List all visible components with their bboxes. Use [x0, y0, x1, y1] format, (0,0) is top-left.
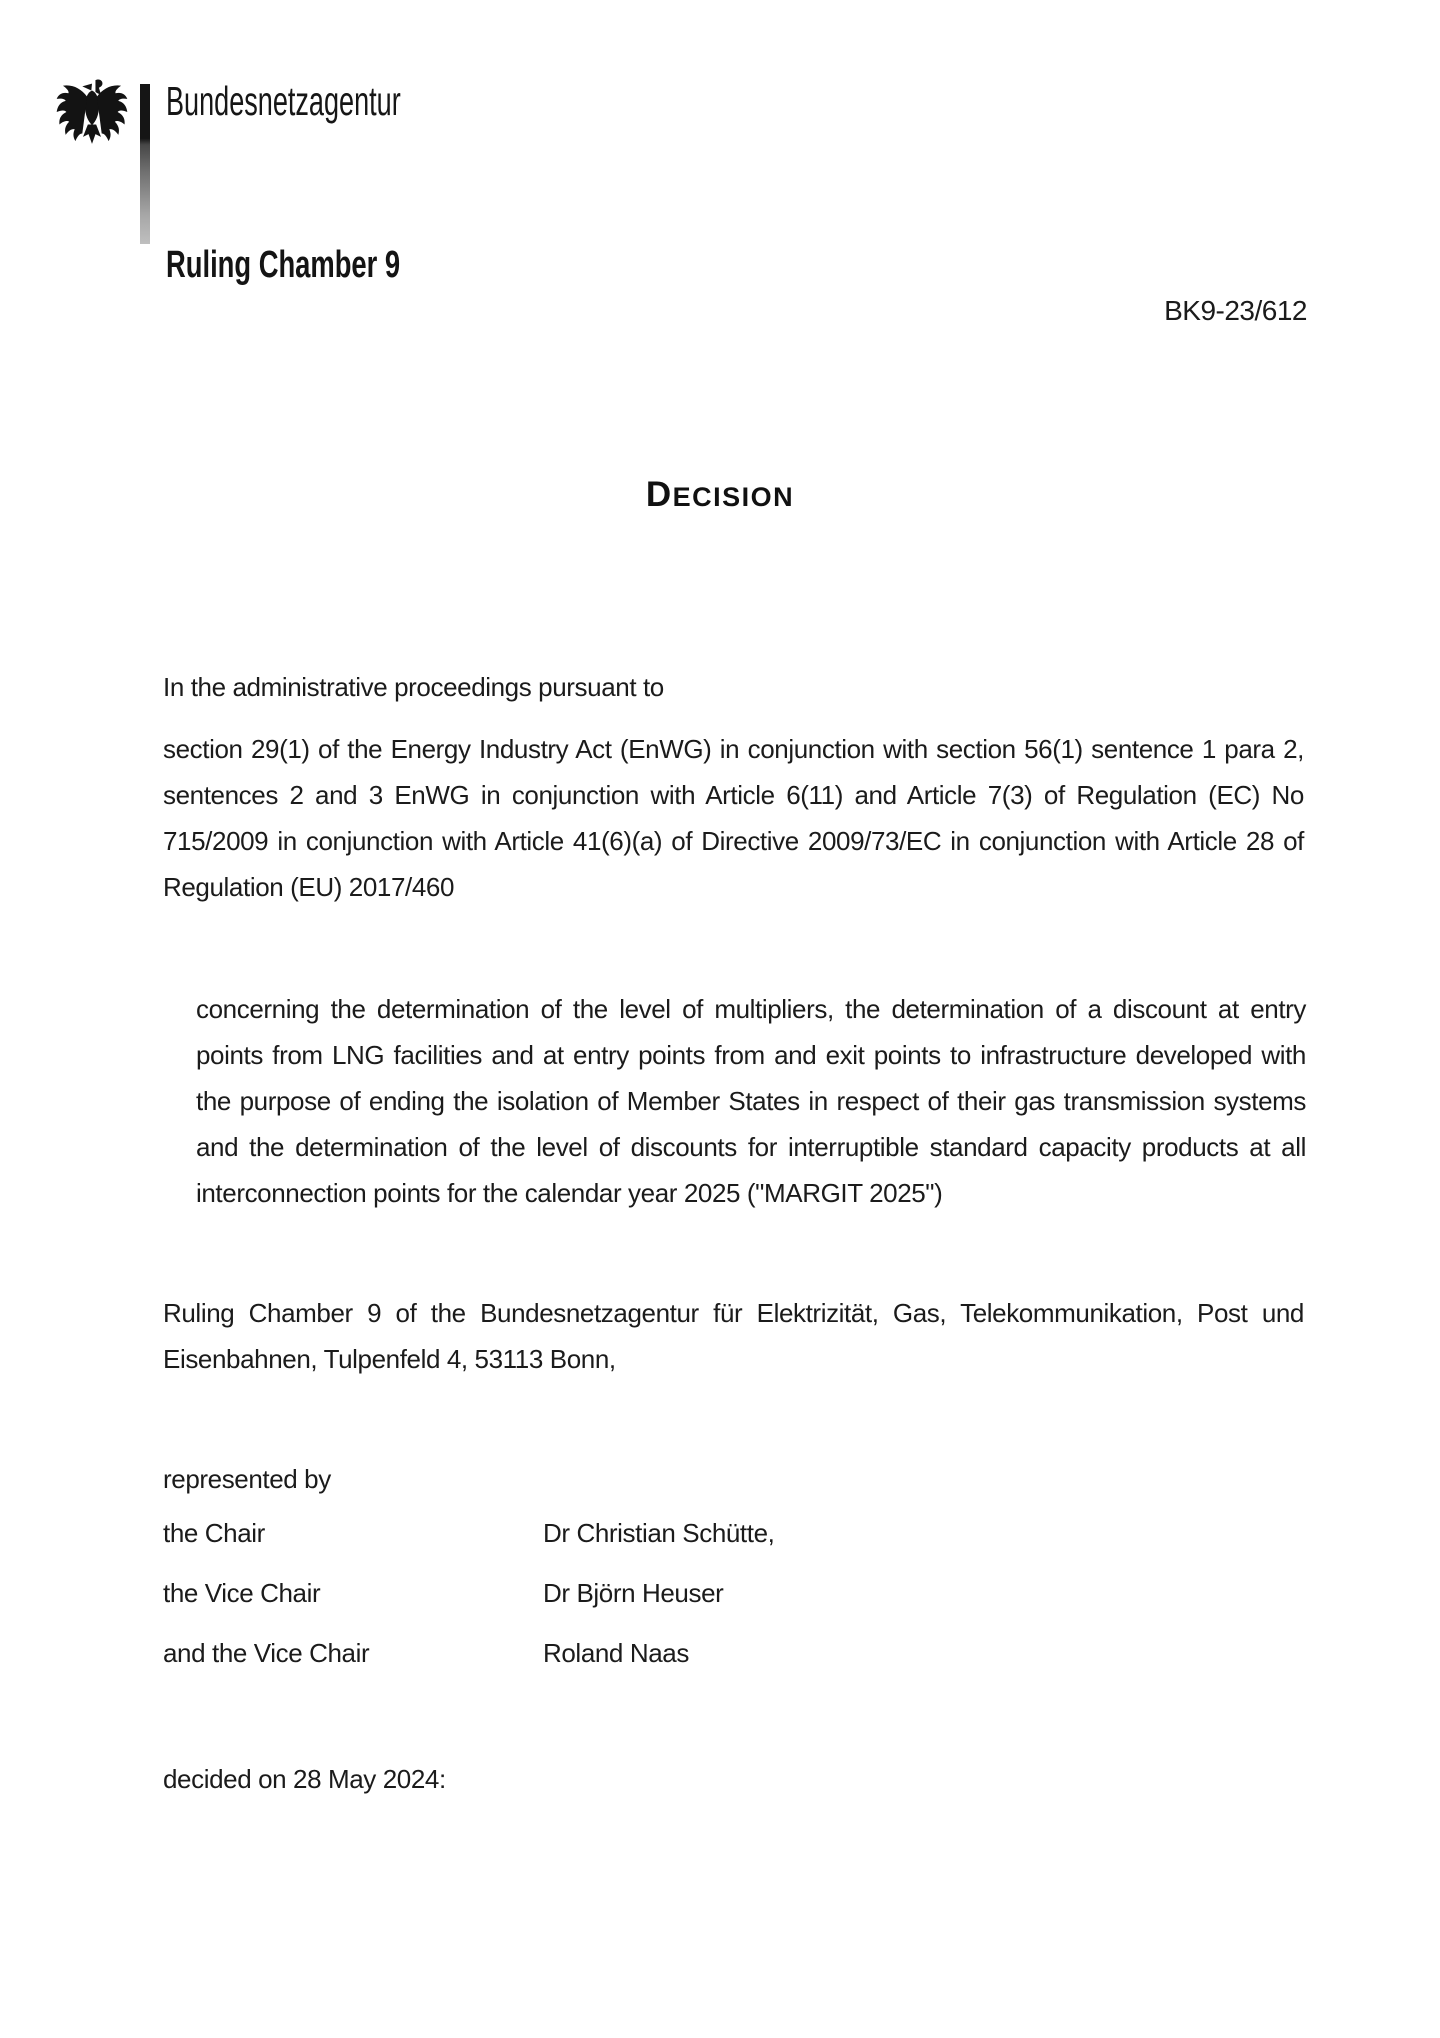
- member-row: [163, 1630, 1304, 1676]
- member-role: and the Vice Chair: [163, 1638, 370, 1668]
- authority-address-paragraph: Ruling Chamber 9 of the Bundesnetzagentur für Elektrizität, Gas, Telekommunikation, Post und Eisenbahnen, Tulpenfeld 4, 53113 Bonn,: [163, 1298, 1304, 1374]
- subject-paragraph: concerning the determination of the level of multipliers, the determination of a discount at entry points from LNG facilities and at entry points from and exit points to infrastructure developed with the purpose of ending the isolation of Member States in respect of their gas transmission systems and the determination of the level of discounts for interruptible standard capacity products at all interconnection points for the calendar year 2025 ("MARGIT 2025"): [196, 994, 1306, 1208]
- document-title: [0, 477, 1440, 512]
- chamber-heading: Ruling Chamber 9: [166, 244, 401, 286]
- member-role: the Vice Chair: [163, 1578, 321, 1608]
- chamber-members-list: [163, 1510, 1304, 1676]
- represented-by-label: represented by: [163, 1464, 331, 1494]
- document-title-rest: ECISION: [672, 482, 795, 512]
- legal-basis-paragraph: section 29(1) of the Energy Industry Act (EnWG) in conjunction with section 56(1) sentence 1 para 2, sentences 2 and 3 EnWG in conjunction with Article 6(11) and Article 7(3) of Regulation (EC) No 715/2009 in conjunction with Article 41(6)(a) of Directive 2009/73/EC in conjunction with Article 28 of Regulation (EU) 2017/460: [163, 734, 1304, 902]
- member-role: the Chair: [163, 1518, 265, 1548]
- member-name: Roland Naas: [543, 1638, 689, 1668]
- member-name: Dr Christian Schütte,: [543, 1518, 775, 1548]
- case-reference: BK9-23/612: [1164, 295, 1307, 326]
- intro-line: In the administrative proceedings pursuant to: [163, 672, 664, 702]
- member-name: Dr Björn Heuser: [543, 1578, 724, 1608]
- member-row: [163, 1570, 1304, 1616]
- agency-wordmark: Bundesnetzagentur: [166, 78, 401, 124]
- logo-vertical-bar: [140, 84, 150, 244]
- decision-date-line: decided on 28 May 2024:: [163, 1764, 446, 1794]
- federal-eagle-icon: [56, 78, 128, 146]
- member-row: [163, 1510, 1304, 1556]
- document-title-initial: D: [645, 475, 673, 514]
